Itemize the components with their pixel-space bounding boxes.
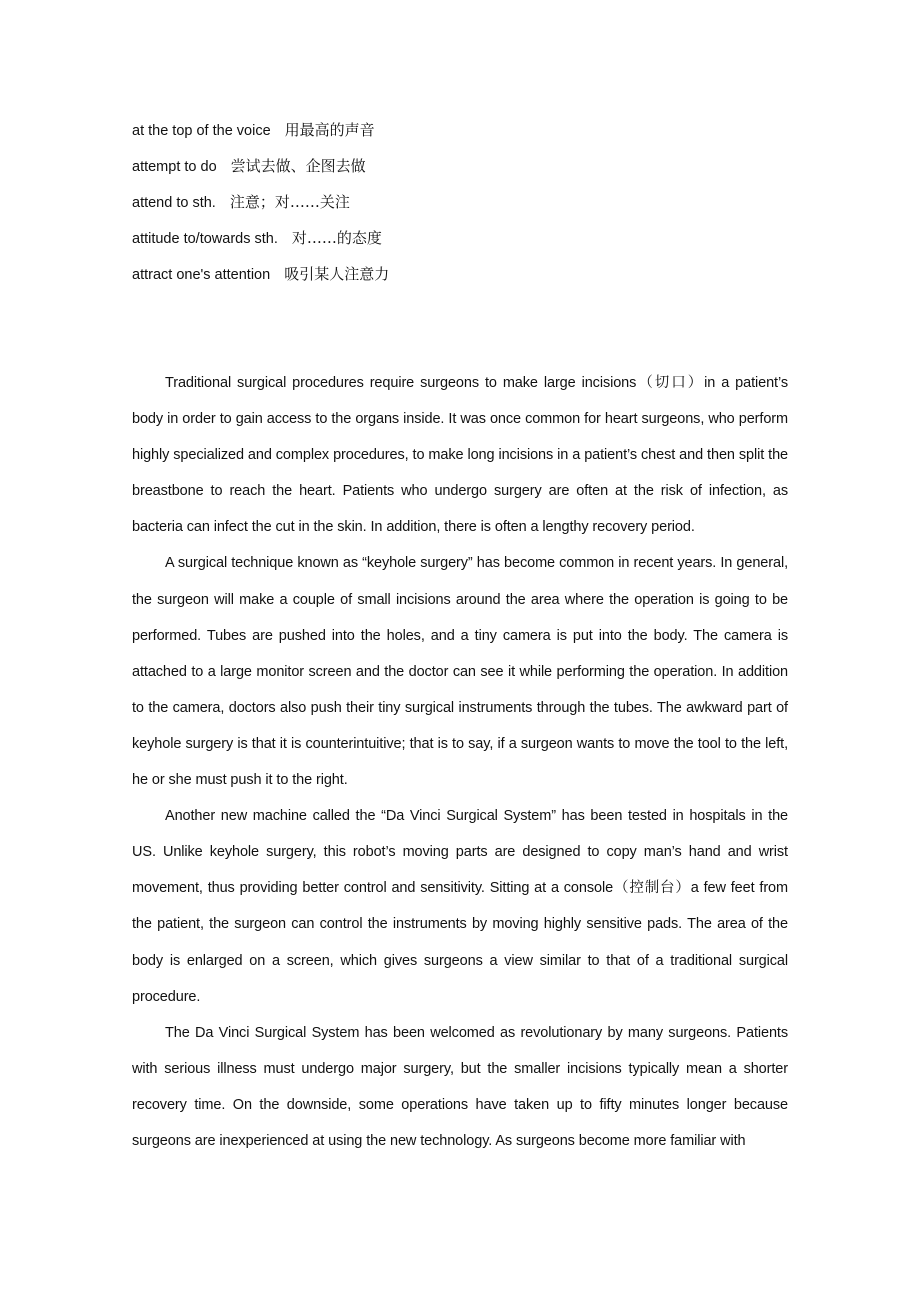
passage-paragraph: A surgical technique known as “keyhole surgery” has become common in recent years. In general, the surgeon will make a couple of small incisions around the area where the operation is going to be performed. Tubes are pushed into the holes, and a tiny camera is put into the body. The camera is attached to a large monitor screen and the doctor can see it while performing the operation. In addition to the camera, doctors also push their tiny surgical instruments through the tubes. The awkward part of keyhole surgery is that it is counterintuitive; that is to say, if a surgeon wants to move the tool to the left, he or she must push it to the right. — [132, 555, 788, 789]
phrase-item — [132, 220, 788, 256]
phrase-list — [132, 112, 788, 292]
passage-paragraph: Traditional surgical procedures require surgeons to make large incisions（切口）in a patient’s body in order to gain access to the organs inside. It was once common for heart surgeons, who perform highly specialized and complex procedures, to make long incisions in a patient’s chest and then split the breastbone to reach the heart. Patients who undergo surgery are often at the risk of infection, as bacteria can infect the cut in the skin. In addition, there is often a lengthy recovery period. — [132, 375, 788, 536]
phrase-chinese: 对……的态度 — [291, 229, 382, 247]
phrase-chinese: 尝试去做、企图去做 — [230, 157, 366, 175]
passage-paragraph: Another new machine called the “Da Vinci Surgical System” has been tested in hospitals in the US. Unlike keyhole surgery, this robot’s moving parts are designed to copy man’s hand and wrist movement, thus providing better control and sensitivity. Sitting at a console（控制台）a few feet from the patient, the surgeon can control the instruments by moving highly sensitive pads. The area of the body is enlarged on a screen, which gives surgeons a view similar to that of a traditional surgical procedure. — [132, 808, 788, 1005]
phrase-english: attitude to/towards sth. — [132, 231, 278, 247]
phrase-english: attract one's attention — [132, 267, 271, 283]
phrase-item — [132, 148, 788, 184]
phrase-item — [132, 184, 788, 220]
phrase-english: at the top of the voice — [132, 123, 271, 139]
phrase-chinese: 用最高的声音 — [284, 121, 375, 139]
phrase-english: attend to sth. — [132, 195, 216, 211]
passage-paragraph: The Da Vinci Surgical System has been welcomed as revolutionary by many surgeons. Patients with serious illness must undergo major surgery, but the smaller incisions typically mean a shorter recovery time. On the downside, some operations have taken up to fifty minutes longer because surgeons are inexperienced at using the new technology. As surgeons become more familiar with — [132, 1024, 788, 1149]
phrase-chinese: 吸引某人注意力 — [284, 265, 390, 283]
phrase-english: attempt to do — [132, 159, 217, 175]
phrase-item — [132, 256, 788, 292]
phrase-item — [132, 112, 788, 148]
reading-passage — [132, 365, 788, 1159]
phrase-chinese: 注意；对……关注 — [229, 193, 350, 211]
